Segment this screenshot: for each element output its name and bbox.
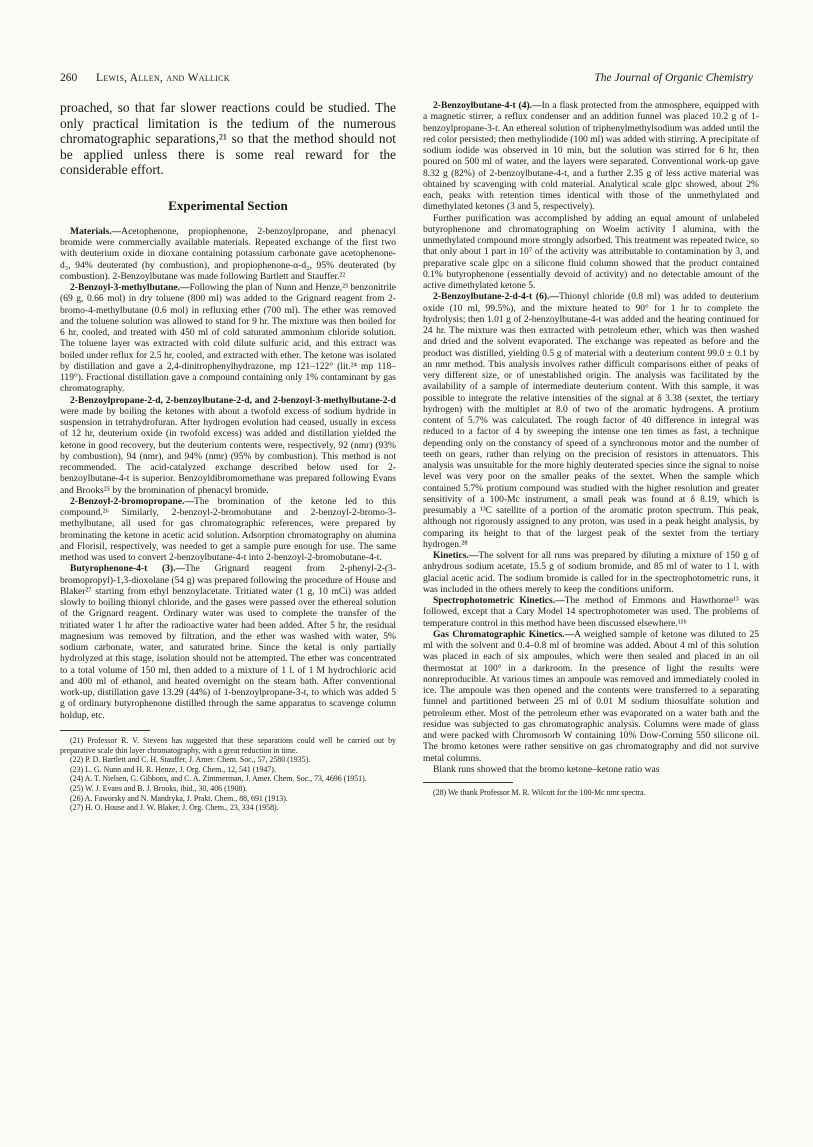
lead-paragraph: proached, so that far slower reactions could be studied. The only practical limitation is the tedium of the numerous chromatographic separations,²¹ so that the method should not be applied unless there is some real reward for the considerable effort. (60, 100, 396, 178)
paragraph-heading: 2-Benzoylbutane-4-t (4).— (433, 100, 542, 111)
footnote: (28) We thank Professor M. R. Wilcott for the 100-Mc nmr spectra. (433, 788, 646, 797)
left-footnotes (60, 736, 396, 813)
paragraph-text: were made by boiling the ketones with about a twofold excess of sodium hydride in suspension in tetrahydrofuran. After hydrogen evolution had ceased, usually in excess of 12 hr, deuterium oxide (in twofold excess) was added and distillation yielded the ketone in good recovery, but the deuterium contents were, respectively, 92 (nmr) (93% by combustion), 94 (nmr), and 94% (nmr) (95% by combustion). This method is not recommended. The acid-catalyzed exchange described below used for 2-benzoylbutane-4-t is superior. Benzoyldibromomethane was prepared following Evans and Brooks²⁵ by the bromination of phenacyl bromide. (60, 405, 396, 496)
paragraph (423, 595, 759, 629)
left-paragraphs (60, 226, 396, 721)
paragraph-text: Following the plan of Nunn and Henze,²³ benzonitrile (69 g, 0.66 mol) in dry toluene (800 ml) was added to the Grignard reagent from 2-bromo-4-methylbutane (0.6 mol) in refluxing ether (700 ml). The ether was removed and the toluene solution was allowed to stand for 9 hr. The mixture was then boiled for 6 hr, cooled, and treated with 450 ml of cold saturated ammonium chloride solution. The toluene layer was extracted with cold dilute sulfuric acid, and this extract was boiled under reflux for 2.5 hr, cooled, and extracted with ether. The ketone was isolated by distillation and gave a 2,4-dinitrophenylhydrazone, mp 121–122° (lit.²⁴ mp 118–119°). Fractional distillation gave a compound containing only 1% contaminant by gas chromatography. (60, 282, 396, 395)
footnote: (21) Professor R. V. Stevens has suggested that these separations could well be carried out by preparative scale thin layer chromatography, with a great reduction in time. (60, 735, 396, 755)
paragraph-text: The solvent for all runs was prepared by diluting a mixture of 150 g of anhydrous sodium acetate, 15.5 g of sodium bromide, and 85 ml of water to 1 l. with glacial acetic acid. The sodium bromide is called for in the spectrophotometric runs, it was included in the others merely to keep the conditions uniform. (423, 550, 759, 595)
paragraph-text: The method of Emmons and Hawthorne¹³ was followed, except that a Cary Model 14 spectrophotometer was used. The problems of temperature control in this method have been discussed elsewhere.¹¹ᵇ (423, 595, 759, 629)
paragraph-heading: 2-Benzoylbutane-2-d-4-t (6).— (433, 291, 559, 303)
paragraph-heading: 2-Benzoyl-2-bromopropane.— (70, 495, 195, 507)
paragraph-text: A weighed sample of ketone was diluted to 25 ml with the solvent and 0.4–0.8 ml of bromine was added. About 4 ml of this solution was placed in each of six ampoules, which were then sealed and placed in an oil thermostat at 100° in a darkroom. In the presence of light the results were nonreproducible. At various times an ampoule was removed and immediately cooled in ice. The ampoule was then opened and the contents were transferred to a separating funnel and partitioned between 25 ml of 0.01 M sodium thiosulfate solution and petroleum ether. Most of the petroleum ether was evaporated on a water bath and the residue was subjected to gas chromatographic analysis. Columns were made of glass and were packed with Chromosorb W containing 10% Dow-Corning 550 silicone oil. The bromo ketones were rather sensitive on gas chromatography and did not survive metal columns. (423, 628, 759, 764)
footnote: (25) W. J. Evans and B. J. Brooks, ibid., 30, 406 (1908). (70, 783, 248, 793)
paragraph-text: Thionyl chloride (0.8 ml) was added to deuterium oxide (10 ml, 99.5%), and the mixture heated to 90° for 1 hr to complete the hydrolysis; then 1.01 g of 2-benzoylbutane-4-t was added and the heating continued for 24 hr. The mixture was then extracted with petroleum ether, which was then washed and dried and the solvent evaporated. The exchange was repeated as before and the product was distilled, yielding 0.5 g of material with a deuterium content 99.0 ± 0.1 by an nmr method. This analysis involves rather difficult comparisons either of peaks of very different size, or of unestablished origin. The analysis was facilitated by the availability of a sample of intermediate deuterium content. With this sample, it was possible to integrate the relative intensities of the signal at δ 3.38 (sextet, the tertiary hydrogen) with the multiplet at 8.0 of two of the aromatic hydrogens. A protium content of 5.7% was calculated. The rough factor of 40 difference in integral was reduced to a factor of 4 by sweeping the intense one ten times as fast, a technique depending only on the constancy of speed of a synchronous motor and the number of teeth on gears, rather than relying on the precision of resistors in attenuators. This analysis was unsuitable for the more highly deuterated species since the signal to noise level was very poor on the smaller peaks of the sextet. When the sample which contained 5.7% protium compound was studied with the higher resolution and greater sensitivity of a 100-Mc instrument, a small peak was found at δ 8.19, which is presumably a ¹³C satellite of a portion of the aromatic proton spectrum. This peak, although not rigorously assigned to any proton, was used in a peak height analysis, by comparing its height to that of the largest peak of the sextet from the tertiary hydrogen.²⁸ (423, 291, 759, 550)
paragraph (423, 291, 759, 550)
paragraph-text: Acetophenone, propiophenone, 2-benzoylpropane, and phenacyl bromide were commercially available materials. Repeated exchange of the first two with deuterium oxide in dioxane containing potassium carbonate gave acetophenone-d₃, 94% deuterated (by combustion), and propiophenone-α-d₂, 95% deuterated (by combustion). 2-Benzoylbutane was made following Bartlett and Stauffer.²² (60, 225, 396, 282)
paragraph (60, 282, 396, 395)
footnote: (27) H. O. House and J. W. Blaker, J. Org. Chem., 23, 334 (1958). (70, 803, 279, 813)
right-column (423, 100, 759, 1100)
paragraph-heading: Materials.— (70, 225, 122, 237)
paragraph (60, 226, 396, 282)
paragraph-heading: 2-Benzoylpropane-2-d, 2-benzoylbutane-2-d, and 2-benzoyl-3-methylbutane-2-d (70, 394, 396, 406)
paragraph-text: In a flask protected from the atmosphere, equipped with a magnetic stirrer, a reflux condenser and an addition funnel was placed 10.2 g of 1-benzoylpropane-3-t. An ethereal solution of triphenylmethylsodium was added until the red color persisted; then methyliodide (100 ml) was added with stirring. A precipitate of sodium iodide was observed in 10 min, but the solution was stirred for 6 hr, then poured on 500 ml of water, and the layers were separated. Conventional work-up gave 8.32 g (82%) of 2-benzoylbutane-4-t, and a further 2.35 g of less active material was obtained by scavenging with cold material. Analytical scale glpc showed, about 2% each, peaks with retention times identical with those of the unmethylated and dimethylated ketones (3 and 5, respectively). (423, 100, 759, 213)
footnote: (26) A. Faworsky and N. Mandryka, J. Prakt. Chem., 88, 691 (1913). (70, 793, 288, 803)
running-authors: Lewis, Allen, and Wallick (96, 72, 230, 84)
footnote: (24) A. T. Nielsen, G. Gibbons, and C. A. Zimmerman, J. Amer. Chem. Soc., 73, 4696 (1951). (70, 774, 367, 784)
paragraph-heading: Gas Chromatographic Kinetics.— (433, 628, 575, 640)
footnote-divider-right (423, 782, 513, 783)
paragraph-heading: Kinetics.— (433, 550, 479, 561)
right-footnotes (423, 788, 759, 798)
footnote: (22) P. D. Bartlett and C. H. Stauffer, J. Amer. Chem. Soc., 57, 2580 (1935). (70, 755, 311, 765)
paragraph-heading: Butyrophenone-4-t (3).— (70, 563, 186, 575)
paragraph (60, 496, 396, 564)
paragraph (423, 550, 759, 595)
paragraph-text: Blank runs showed that the bromo ketone–ketone ratio was (433, 763, 660, 775)
journal-name: The Journal of Organic Chemistry (594, 72, 753, 84)
paragraph (423, 764, 759, 775)
right-paragraphs (423, 100, 759, 775)
paragraph (423, 629, 759, 764)
paragraph (423, 100, 759, 213)
paragraph-text: Further purification was accomplished by adding an equal amount of unlabeled butyrophenone and chromatographing on Woelm activity I alumina, with the unmethylated compound more strongly adsorbed. This treatment was repeated twice, so that only about 1 part in 10⁷ of the activity was attributable to contamination by 3, and preparative scale glpc on a silicone fluid column showed that the product contained 0.1% butyrophenone (essentially devoid of activity) and no detectable amount of the active dimethylated ketone 5. (423, 212, 759, 291)
paragraph (423, 213, 759, 292)
paragraph-text: The Grignard reagent from 2-phenyl-2-(3-bromopropyl)-1,3-dioxolane (54 g) was prepared following the procedure of House and Blaker²⁷ starting from ethyl benzoylacetate. Tritiated water (1 g, 10 mCi) was added slowly to boiling thionyl chloride, and the gases were passed over the ethereal solution of the Grignard reagent. Ordinary water was used to complete the transfer of the tritiated water 1 hr after the radioactive water had been added. After 5 hr, the residual magnesium was removed by filtration, and the ether was washed with water, 5% sodium carbonate, water, and saturated brine. Since the ketal is only partially hydrolyzed at this stage, isolation should not be attempted. The ether was concentrated to a total volume of 150 ml, then added to a mixture of 1 l. of 1 M hydrochloric acid and 400 ml of ethanol, and heated overnight on the steam bath. After conventional work-up, distillation gave 13.29 (44%) of 1-benzoylpropane-3-t, to which was added 5 g of ordinary butyrophenone distilled through the same apparatus to scavenge column holdup, etc. (60, 563, 396, 721)
paragraph (60, 563, 396, 721)
footnote-divider (60, 730, 150, 731)
paragraph-heading: 2-Benzoyl-3-methylbutane.— (70, 282, 190, 294)
page-number: 260 (60, 72, 78, 84)
paragraph-heading: Spectrophotometric Kinetics.— (433, 595, 565, 606)
paragraph (60, 395, 396, 496)
section-title: Experimental Section (168, 197, 288, 213)
paragraph-text: The bromination of the ketone led to this compound.²⁶ Similarly, 2-benzoyl-2-bromobutane and 2-benzoyl-2-bromo-3-methylbutane, all used for gas chromatographic references, were prepared by brominating the ketone in acetic acid solution. Adsorption chromatography on alumina and Florisil, respectively, was needed to get a sample pure enough for use. The same method was used to convert 2-benzoylbutane-4-t into 2-benzoyl-2-bromobutane-4-t. (60, 495, 396, 564)
footnote: (23) L. G. Nunn and H. R. Henze, J. Org. Chem., 12, 541 (1947). (70, 764, 276, 774)
page-header (60, 72, 753, 88)
left-column (60, 100, 396, 1100)
